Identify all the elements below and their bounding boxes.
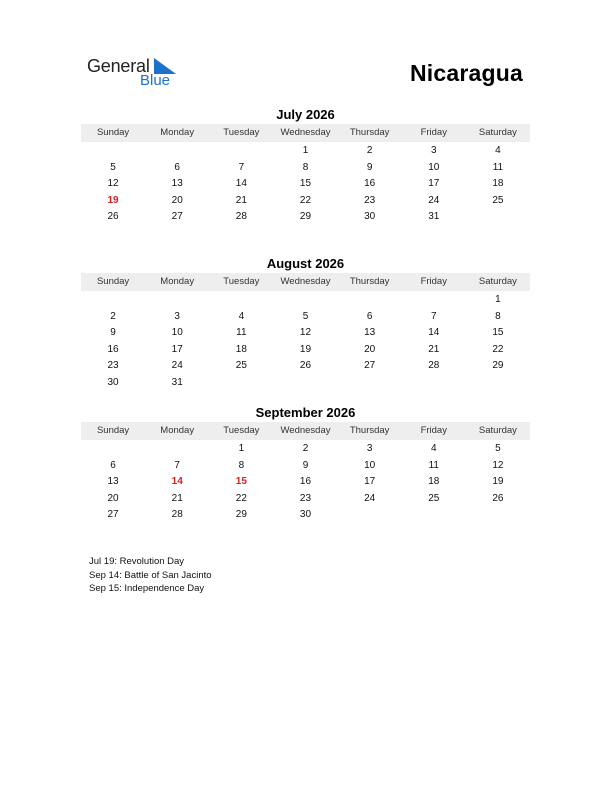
day-cell: 17 — [364, 476, 376, 488]
day-cell: 9 — [302, 459, 309, 471]
weekday-label: Wednesday — [280, 276, 331, 287]
day-cell: 16 — [299, 476, 312, 488]
day-cell: 12 — [107, 178, 119, 190]
day-cell: 18 — [235, 343, 247, 355]
weekday-label: Thursday — [349, 425, 390, 436]
empty-day-cell — [81, 143, 145, 160]
month-title: September 2026 — [255, 405, 356, 420]
empty-day-cell — [402, 507, 466, 524]
day-cell: 23 — [299, 492, 312, 504]
day-cell: 1 — [302, 145, 309, 156]
day-cell: 24 — [171, 360, 183, 372]
day-cell: 23 — [107, 360, 119, 372]
day-cell: 7 — [238, 161, 245, 173]
day-cell: 28 — [171, 509, 183, 521]
empty-day-cell — [338, 507, 402, 524]
day-cell: 5 — [302, 310, 309, 322]
day-cell: 9 — [366, 161, 373, 173]
empty-day-cell — [209, 292, 273, 309]
day-cell: 4 — [430, 443, 437, 454]
day-cell: 17 — [428, 178, 440, 190]
day-cell: 27 — [107, 509, 119, 521]
day-cell: 2 — [302, 443, 309, 454]
empty-day-cell — [145, 292, 209, 309]
weekday-label: Monday — [160, 127, 195, 138]
day-cell: 3 — [430, 145, 437, 156]
holiday-notes — [89, 555, 212, 596]
day-cell: 20 — [364, 343, 376, 355]
day-cell: 28 — [235, 211, 247, 223]
day-cell: 10 — [364, 459, 376, 471]
month-title: August 2026 — [266, 256, 345, 271]
holiday-day-cell: 15 — [235, 476, 247, 488]
weekday-label: Thursday — [349, 276, 390, 287]
day-cell: 12 — [299, 327, 312, 339]
day-cell: 21 — [428, 343, 440, 355]
empty-day-cell — [209, 375, 273, 392]
weekday-label: Wednesday — [280, 127, 331, 138]
weekday-label: Tuesday — [223, 425, 260, 436]
day-cell: 8 — [302, 161, 309, 173]
day-cell: 20 — [107, 492, 119, 504]
day-cell: 14 — [235, 178, 247, 190]
day-cell: 8 — [238, 459, 245, 471]
day-grid — [81, 142, 530, 226]
weekday-label: Tuesday — [223, 276, 260, 287]
day-cell: 6 — [174, 161, 180, 173]
day-cell: 5 — [495, 443, 501, 454]
empty-day-cell — [273, 375, 337, 392]
day-cell: 31 — [428, 211, 440, 223]
day-cell: 29 — [299, 211, 312, 223]
empty-day-cell — [466, 507, 530, 524]
day-cell: 3 — [366, 443, 373, 454]
weekday-label: Monday — [160, 276, 195, 287]
day-cell: 25 — [492, 194, 504, 206]
day-cell: 25 — [235, 360, 247, 372]
day-cell: 8 — [495, 310, 501, 322]
day-cell: 13 — [171, 178, 183, 190]
general-blue-logo — [87, 56, 187, 92]
empty-day-cell — [145, 143, 209, 160]
day-cell: 30 — [299, 509, 312, 521]
day-grid — [81, 291, 530, 392]
day-cell: 26 — [107, 211, 119, 223]
day-cell: 2 — [110, 310, 116, 322]
weekday-label: Thursday — [349, 127, 390, 138]
day-cell: 28 — [428, 360, 440, 372]
day-cell: 4 — [495, 145, 501, 156]
day-cell: 22 — [235, 492, 247, 504]
weekday-header — [81, 422, 530, 440]
weekday-label: Sunday — [96, 425, 130, 436]
day-cell: 25 — [428, 492, 440, 504]
day-cell: 29 — [492, 360, 504, 372]
day-cell: 11 — [428, 459, 439, 471]
country-title: Nicaragua — [409, 60, 523, 86]
empty-day-cell — [466, 209, 530, 226]
empty-day-cell — [209, 143, 273, 160]
holiday-note: Sep 15: Independence Day — [89, 583, 205, 595]
weekday-label: Friday — [420, 127, 447, 138]
empty-day-cell — [81, 292, 145, 309]
empty-day-cell — [402, 375, 466, 392]
empty-day-cell — [338, 375, 402, 392]
day-cell: 21 — [235, 194, 247, 206]
weekday-header — [81, 124, 530, 142]
day-cell: 29 — [235, 509, 247, 521]
day-cell: 18 — [492, 178, 504, 190]
weekday-label: Sunday — [96, 276, 130, 287]
weekday-label: Tuesday — [223, 127, 260, 138]
day-cell: 11 — [492, 161, 504, 173]
day-cell: 16 — [364, 178, 376, 190]
day-grid — [81, 440, 530, 524]
empty-day-cell — [273, 292, 337, 309]
day-cell: 10 — [428, 161, 440, 173]
day-cell: 26 — [299, 360, 312, 372]
day-cell: 15 — [299, 178, 312, 190]
month-calendar-august — [81, 256, 530, 392]
day-cell: 23 — [364, 194, 376, 206]
day-cell: 21 — [171, 492, 183, 504]
day-cell: 26 — [492, 492, 504, 504]
day-cell: 2 — [366, 145, 373, 156]
day-cell: 1 — [495, 294, 501, 305]
month-title: July 2026 — [276, 107, 335, 122]
weekday-label: Monday — [160, 425, 195, 436]
day-cell: 7 — [174, 459, 180, 471]
day-cell: 7 — [430, 310, 437, 322]
empty-day-cell — [338, 292, 402, 309]
day-cell: 30 — [107, 376, 119, 388]
day-cell: 6 — [366, 310, 373, 322]
weekday-label: Sunday — [96, 127, 130, 138]
weekday-label: Saturday — [478, 276, 517, 287]
holiday-day-cell: 14 — [171, 476, 183, 488]
day-cell: 19 — [492, 476, 504, 488]
day-cell: 30 — [364, 211, 376, 223]
weekday-label: Saturday — [478, 425, 517, 436]
empty-day-cell — [402, 292, 466, 309]
empty-day-cell — [81, 441, 145, 458]
logo-blue-text: Blue — [140, 72, 171, 89]
day-cell: 22 — [299, 194, 312, 206]
day-cell: 12 — [492, 459, 504, 471]
day-cell: 5 — [110, 161, 116, 173]
logo-general-text: General — [87, 56, 150, 76]
day-cell: 10 — [171, 327, 183, 339]
day-cell: 31 — [171, 376, 183, 388]
day-cell: 17 — [171, 343, 183, 355]
day-cell: 4 — [238, 310, 245, 322]
month-calendar-september — [81, 405, 530, 524]
month-calendar-july — [81, 107, 530, 226]
day-cell: 24 — [364, 492, 376, 504]
day-cell: 18 — [428, 476, 440, 488]
day-cell: 11 — [236, 327, 247, 339]
day-cell: 6 — [110, 459, 116, 471]
weekday-label: Friday — [420, 276, 447, 287]
day-cell: 19 — [299, 343, 312, 355]
weekday-header — [81, 273, 530, 291]
holiday-day-cell: 19 — [107, 194, 119, 206]
day-cell: 27 — [171, 211, 183, 223]
day-cell: 1 — [238, 443, 245, 454]
day-cell: 13 — [107, 476, 119, 488]
day-cell: 13 — [364, 327, 376, 339]
day-cell: 14 — [428, 327, 440, 339]
day-cell: 15 — [492, 327, 504, 339]
day-cell: 22 — [492, 343, 504, 355]
empty-day-cell — [145, 441, 209, 458]
day-cell: 20 — [171, 194, 183, 206]
day-cell: 3 — [174, 310, 180, 322]
weekday-label: Friday — [420, 425, 447, 436]
day-cell: 24 — [428, 194, 440, 206]
weekday-label: Wednesday — [280, 425, 331, 436]
holiday-note: Jul 19: Revolution Day — [89, 556, 185, 567]
weekday-label: Saturday — [478, 127, 517, 138]
day-cell: 9 — [110, 327, 116, 339]
empty-day-cell — [466, 375, 530, 392]
holiday-note: Sep 14: Battle of San Jacinto — [89, 569, 212, 581]
day-cell: 27 — [364, 360, 376, 372]
day-cell: 16 — [107, 343, 119, 355]
